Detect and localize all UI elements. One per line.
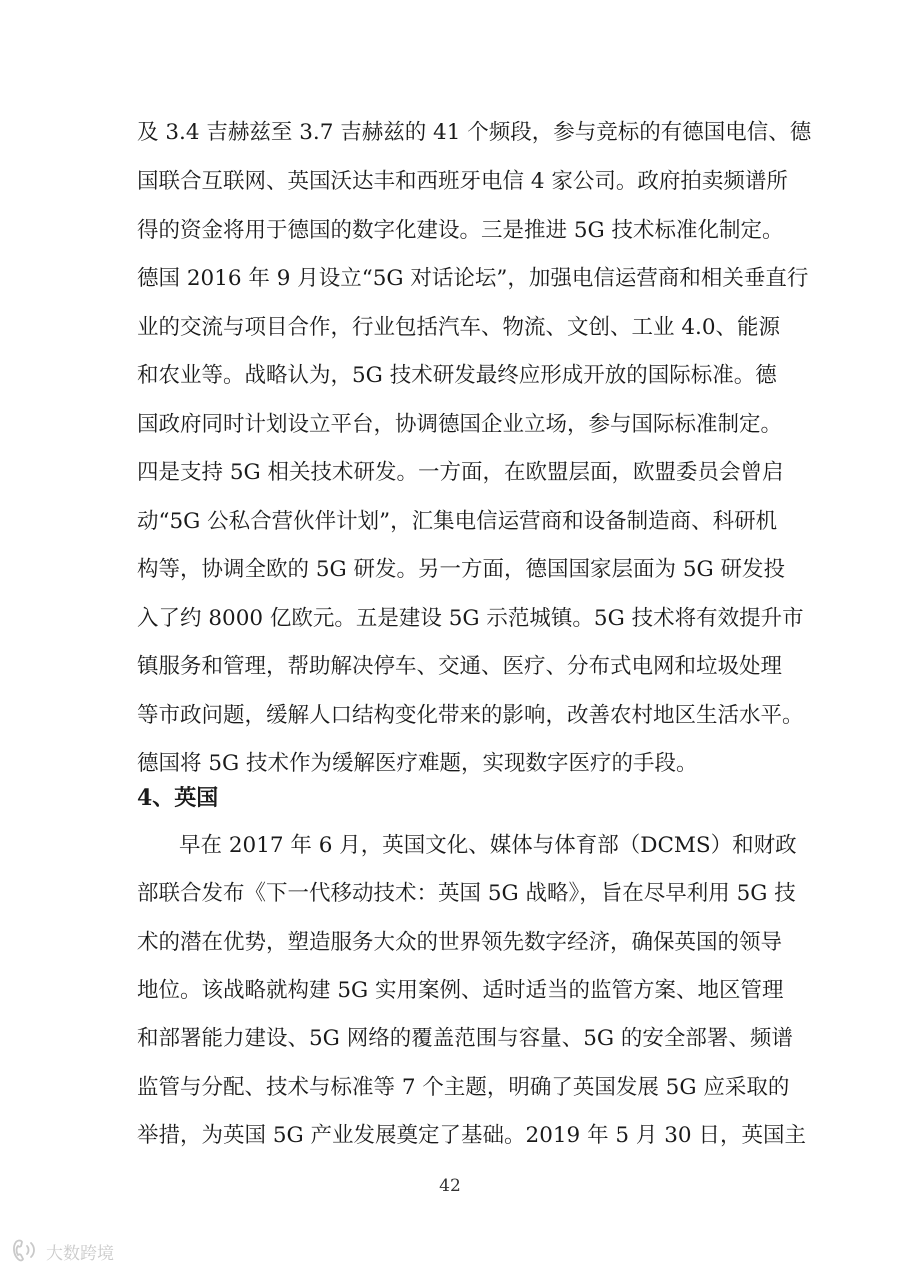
text-line: 业的交流与项目合作，行业包括汽车、物流、文创、工业 4.0、能源 bbox=[137, 315, 781, 340]
text-line: 举措，为英国 5G 产业发展奠定了基础。2019 年 5 月 30 日，英国主 bbox=[137, 1123, 806, 1148]
watermark bbox=[10, 1236, 114, 1266]
text-line: 四是支持 5G 相关技术研发。一方面，在欧盟层面，欧盟委员会曾启 bbox=[137, 460, 784, 485]
text-line: 监管与分配、技术与标准等 7 个主题，明确了英国发展 5G 应采取的 bbox=[137, 1075, 790, 1100]
text-line: 部联合发布《下一代移动技术：英国 5G 战略》，旨在尽早利用 5G 技 bbox=[137, 881, 796, 906]
phone-wave-icon bbox=[10, 1238, 40, 1264]
text-line: 国联合互联网、英国沃达丰和西班牙电信 4 家公司。政府拍卖频谱所 bbox=[137, 169, 788, 194]
text-line: 地位。该战略就构建 5G 实用案例、适时适当的监管方案、地区管理 bbox=[137, 978, 784, 1003]
text-line: 术的潜在优势，塑造服务大众的世界领先数字经济，确保英国的领导 bbox=[137, 930, 783, 955]
page-number: 42 bbox=[439, 1176, 461, 1196]
section-heading: 4、英国 bbox=[137, 785, 219, 811]
text-line: 和农业等。战略认为，5G 技术研发最终应形成开放的国际标准。德 bbox=[137, 363, 777, 388]
text-line: 镇服务和管理，帮助解决停车、交通、医疗、分布式电网和垃圾处理 bbox=[137, 654, 783, 679]
text-line: 动“5G 公私合营伙伴计划”，汇集电信运营商和设备制造商、科研机 bbox=[137, 509, 778, 534]
text-line: 及 3.4 吉赫兹至 3.7 吉赫兹的 41 个频段，参与竞标的有德国电信、德 bbox=[137, 120, 812, 145]
text-line: 德国将 5G 技术作为缓解医疗难题，实现数字医疗的手段。 bbox=[137, 751, 698, 776]
text-line: 和部署能力建设、5G 网络的覆盖范围与容量、5G 的安全部署、频谱 bbox=[137, 1026, 793, 1051]
text-line: 早在 2017 年 6 月，英国文化、媒体与体育部（DCMS）和财政 bbox=[179, 833, 797, 858]
text-line: 等市政问题，缓解人口结构变化带来的影响，改善农村地区生活水平。 bbox=[137, 703, 804, 728]
text-line: 入了约 8000 亿欧元。五是建设 5G 示范城镇。5G 技术将有效提升市 bbox=[137, 606, 804, 631]
text-line: 得的资金将用于德国的数字化建设。三是推进 5G 技术标准化制定。 bbox=[137, 218, 784, 243]
watermark-text: 大数跨境 bbox=[46, 1243, 114, 1264]
text-line: 构等，协调全欧的 5G 研发。另一方面，德国国家层面为 5G 研发投 bbox=[137, 557, 786, 582]
text-line: 德国 2016 年 9 月设立“5G 对话论坛”，加强电信运营商和相关垂直行 bbox=[137, 266, 809, 291]
text-line: 国政府同时计划设立平台，协调德国企业立场，参与国际标准制定。 bbox=[137, 412, 783, 437]
